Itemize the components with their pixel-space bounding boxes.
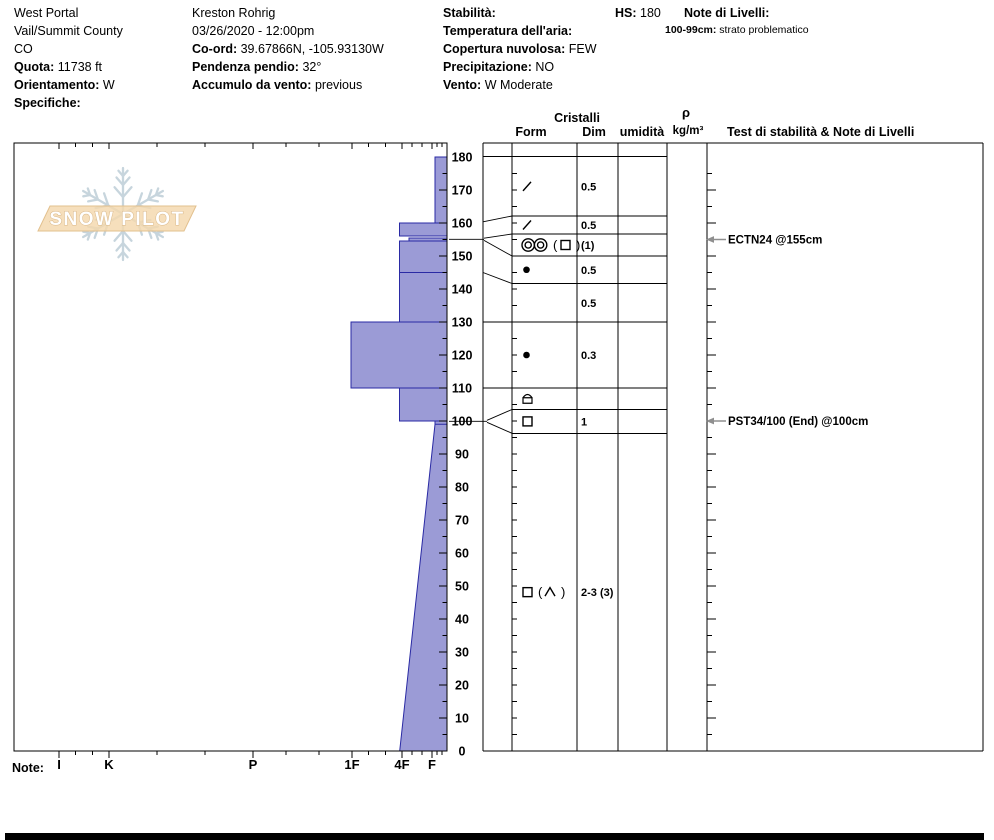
hardness-bar-layer-5	[351, 322, 447, 388]
depth-axis-label: 180	[451, 150, 473, 165]
grain-size-value: 0.5	[581, 264, 597, 277]
elevation-row: Quota: 11738 ft	[14, 60, 103, 74]
depth-axis-label: 50	[455, 579, 469, 594]
coordinates-row: Co-ord: 39.67866N, -105.93130W	[192, 42, 384, 56]
stability-test-label: ECTN24 @155cm	[728, 234, 823, 247]
slope-angle-row: Pendenza pendio: 32°	[192, 60, 322, 74]
stability-test-annotation	[706, 416, 868, 428]
row-connector	[484, 240, 512, 256]
snowflake-branch	[156, 232, 163, 233]
grain-symbol-FCxr	[523, 398, 532, 404]
site-state: CO	[14, 42, 33, 56]
snowpilot-logo	[38, 168, 196, 260]
header-dim: Dim	[582, 125, 606, 139]
aspect-row: Orientamento: W	[14, 78, 115, 92]
hardness-bar-layer-3	[400, 241, 447, 272]
paren-open: (	[553, 237, 558, 253]
depth-axis-label: 70	[455, 513, 469, 528]
grain-symbol-FC	[523, 417, 532, 426]
grain-symbol-MFcl	[525, 242, 531, 248]
header-density-units: kg/m³	[672, 125, 704, 137]
snowflake-branch	[123, 231, 131, 241]
stability-test-label: PST34/100 (End) @100cm	[728, 416, 869, 428]
paren-close: )	[576, 237, 581, 253]
snowpilot-logo-text: SNOW PILOT	[49, 209, 185, 230]
depth-axis-label: 0	[458, 744, 466, 759]
grain-symbol-MFcl	[522, 239, 534, 251]
hs-row: HS: 180	[615, 6, 661, 20]
hardness-axis-label: I	[57, 757, 61, 772]
note-label: Note:	[12, 761, 44, 775]
hardness-bar-layer-6	[400, 388, 447, 421]
header-form: Form	[515, 125, 547, 139]
hardness-axis-label: P	[248, 757, 258, 772]
layer-row-1	[523, 220, 596, 232]
header-cristalli: Cristalli	[554, 111, 600, 125]
row-connector	[483, 216, 512, 222]
depth-axis-label: 170	[451, 183, 473, 198]
grain-size-value: 0.5	[581, 297, 597, 310]
depth-axis-label: 20	[455, 678, 469, 693]
hardness-bar-layer-1	[400, 223, 447, 236]
plot-frame	[14, 143, 447, 751]
site-region: Vail/Summit County	[14, 24, 123, 38]
depth-axis-label: 30	[455, 645, 469, 660]
layer-row-0	[523, 181, 596, 193]
layer-row-7	[523, 416, 587, 428]
layer-row-2	[522, 238, 595, 253]
grain-size-value: 2-3 (3)	[581, 587, 614, 600]
depth-axis-label: 110	[451, 381, 473, 396]
layer-row-8	[523, 585, 614, 600]
depth-axis-label: 60	[455, 546, 469, 561]
depth-axis-label: 10	[455, 711, 469, 726]
row-connector	[484, 234, 512, 238]
hardness-bar-layer-8	[400, 424, 447, 751]
snowflake-branch	[115, 187, 123, 197]
grain-size-value: (1)	[581, 240, 595, 252]
header-umidita: umidità	[619, 125, 665, 139]
stability-test-annotation	[706, 235, 822, 247]
hardness-bar-layer-4	[400, 273, 447, 323]
grain-symbol-RG	[523, 352, 530, 359]
precipitation-row: Precipitazione: NO	[443, 60, 555, 74]
grain-size-value: 0.5	[581, 181, 597, 194]
grain-symbol-RG	[523, 266, 530, 273]
grain-symbol-FC	[523, 588, 532, 597]
sky-cover-row: Copertura nuvolosa: FEW	[443, 42, 597, 56]
observation-datetime: 03/26/2020 - 12:00pm	[192, 24, 315, 38]
snowflake-branch	[123, 187, 131, 197]
snowflake-branch	[88, 200, 98, 202]
grain-symbol-FC	[561, 241, 570, 250]
air-temp-row: Temperatura dell'aria:	[443, 24, 573, 38]
hardness-axis-label: 1F	[344, 757, 360, 772]
specifics-row: Specifiche:	[14, 96, 81, 110]
grain-symbol-DH	[545, 588, 555, 597]
grain-symbol-MFcl	[534, 239, 546, 251]
layer-row-5	[523, 350, 596, 362]
row-connector	[487, 410, 512, 421]
header-density-rho: ρ	[681, 105, 691, 120]
layer-row-4	[581, 298, 596, 310]
depth-axis-label: 100	[451, 414, 473, 429]
stability-row: Stabilità:	[443, 6, 496, 20]
row-connector	[487, 422, 512, 433]
grain-symbol-DF	[523, 221, 531, 230]
hardness-axis-label: F	[428, 757, 436, 772]
depth-axis-label: 150	[451, 249, 473, 264]
header-tests: Test di stabilità & Note di Livelli	[727, 125, 915, 139]
site-name: West Portal	[14, 6, 79, 20]
hardness-bar-layer-2	[409, 238, 447, 241]
row-connector	[483, 273, 512, 284]
depth-axis-label: 80	[455, 480, 469, 495]
wind-row: Vento: W Moderate	[443, 78, 553, 92]
snowflake-branch	[115, 231, 123, 241]
hardness-axis-label: K	[104, 757, 114, 772]
observer-name: Kreston Rohrig	[192, 6, 276, 20]
grain-size-value: 0.3	[581, 350, 597, 362]
grain-symbol-MFcl	[538, 242, 544, 248]
depth-axis-label: 90	[455, 447, 469, 462]
snowflake-branch	[83, 195, 90, 196]
grain-size-value: 1	[581, 416, 588, 429]
depth-axis-label: 40	[455, 612, 469, 627]
layer-notes-title: Note di Livelli:	[684, 6, 770, 20]
paren-open: (	[538, 584, 543, 600]
wind-loading-row: Accumulo da vento: previous	[192, 78, 363, 92]
snowflake-branch	[148, 200, 158, 202]
layer-row-6	[523, 395, 532, 404]
depth-axis-label: 140	[451, 282, 473, 297]
depth-axis-label: 160	[451, 216, 473, 231]
depth-axis-label: 130	[451, 315, 473, 330]
bottom-black-bar	[5, 833, 984, 840]
hardness-axis-label: 4F	[394, 757, 410, 772]
grain-symbol-DF	[523, 182, 531, 191]
grain-size-value: 0.5	[581, 220, 597, 232]
paren-close: )	[561, 584, 566, 600]
depth-axis-label: 120	[451, 348, 473, 363]
layer-row-3	[523, 265, 596, 277]
layer-note-item: 100-99cm: strato problematico	[665, 24, 809, 36]
